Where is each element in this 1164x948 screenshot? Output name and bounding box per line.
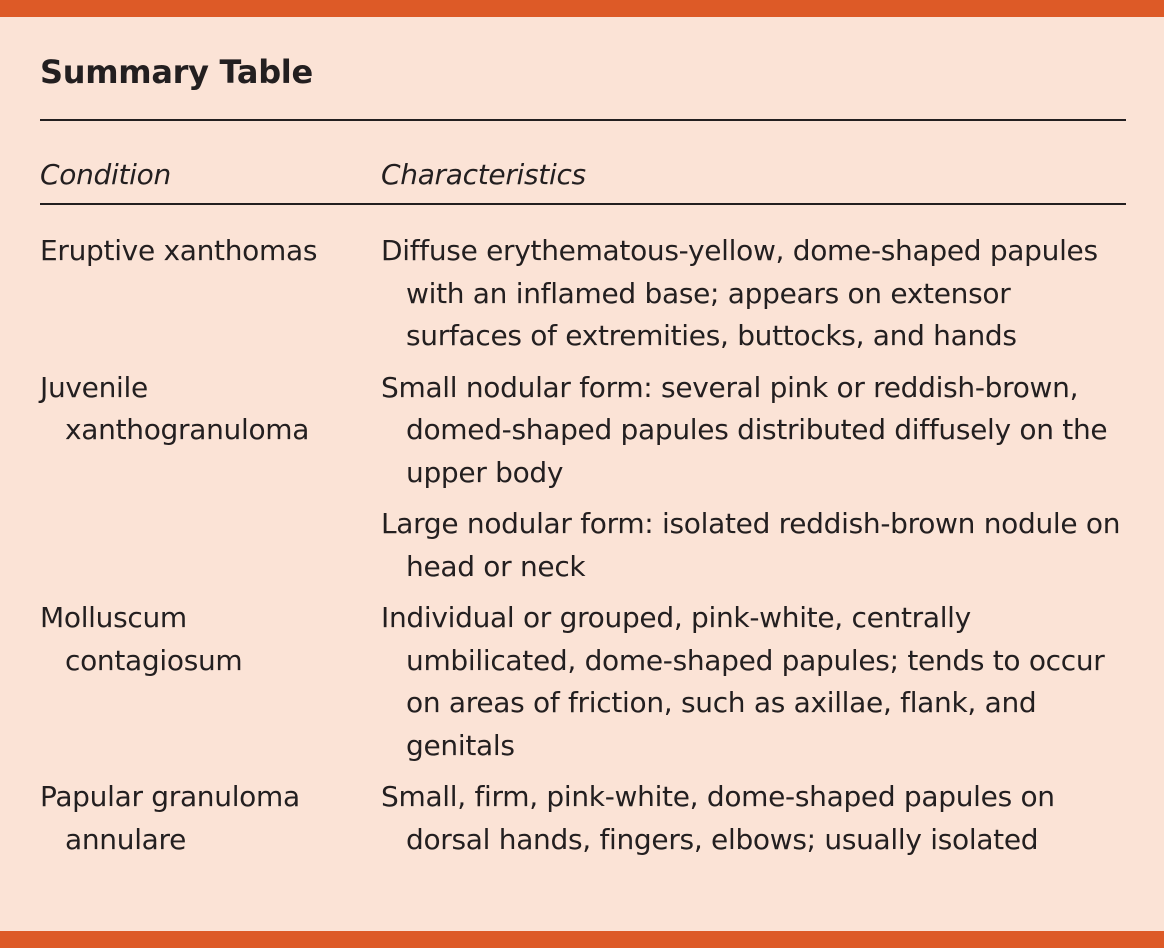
condition-cell: Juvenile xanthogranuloma — [40, 370, 310, 446]
characteristics-cell: Small nodular form: several pink or reddish-brown, domed-shaped papules distributed diffusely on the upper body — [381, 370, 1108, 489]
characteristics-cell: Individual or grouped, pink-white, centrally umbilicated, dome-shaped papules; tends to occur on areas of friction, such as axillae, flank, and genitals — [381, 601, 1105, 762]
table-row — [40, 503, 1126, 588]
table-row — [40, 230, 1126, 358]
characteristics-cell: Diffuse erythematous-yellow, dome-shaped papules with an inflamed base; appears on extensor surfaces of extremities, buttocks, and hands — [381, 234, 1098, 352]
table-body — [40, 230, 1126, 870]
header-divider — [40, 203, 1126, 205]
characteristics-cell: Large nodular form: isolated reddish-brown nodule on head or neck — [381, 507, 1121, 583]
column-header-condition: Condition — [40, 158, 171, 191]
table-row — [40, 367, 1126, 495]
characteristics-cell: Small, firm, pink-white, dome-shaped papules on dorsal hands, fingers, elbows; usually isolated — [381, 780, 1055, 856]
column-header-characteristics: Characteristics — [381, 158, 586, 191]
table-row — [40, 776, 1126, 861]
table-row — [40, 597, 1126, 767]
condition-cell: Molluscum contagiosum — [40, 601, 243, 677]
bottom-accent-bar — [0, 931, 1164, 948]
condition-cell: Eruptive xanthomas — [40, 234, 318, 267]
top-accent-bar — [0, 0, 1164, 17]
condition-cell: Papular granuloma annulare — [40, 780, 300, 856]
condition-cell — [40, 503, 381, 588]
title-divider — [40, 119, 1126, 121]
page-title: Summary Table — [40, 53, 313, 91]
